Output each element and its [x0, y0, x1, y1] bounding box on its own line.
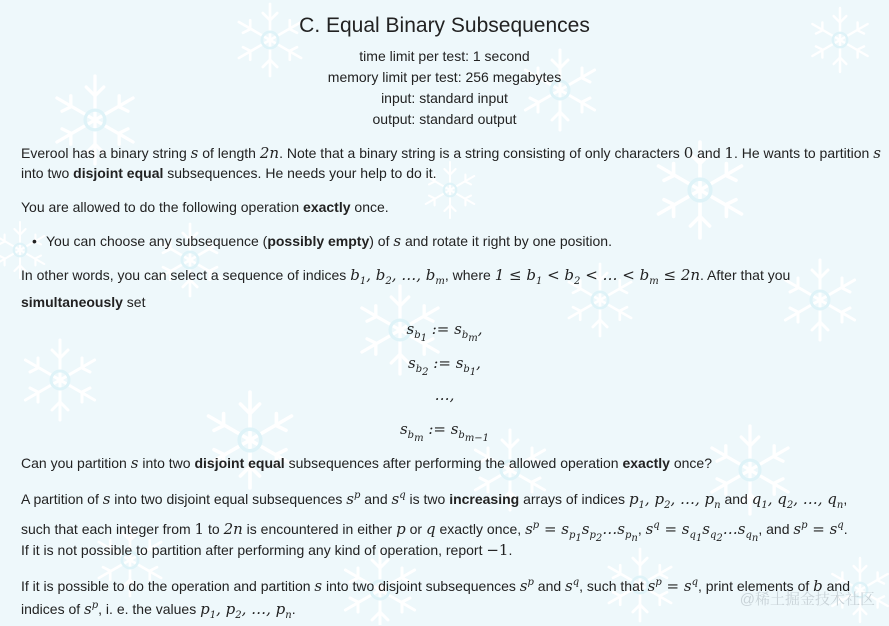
text: If it is not possible to partition after performing any kind of operation, report	[21, 542, 487, 558]
math: p	[396, 520, 406, 538]
math: $s^p = s^q$	[647, 577, 698, 595]
output-spec: output: standard output	[372, 111, 517, 127]
math: $s^q$	[391, 490, 406, 508]
text: Everool has a binary string	[21, 145, 191, 161]
text: . He wants to partition	[733, 145, 874, 161]
math: b	[813, 577, 823, 595]
bold-text: increasing	[449, 491, 520, 507]
text: set	[122, 294, 146, 310]
math: −1	[486, 541, 509, 559]
text: indices of	[21, 601, 85, 617]
math: $s^p$	[346, 490, 361, 508]
math: $s^q$	[565, 577, 580, 595]
text: .	[508, 542, 513, 558]
math: s	[393, 232, 402, 250]
text: into two	[21, 165, 74, 181]
text: . Note that a binary string is a string consisting of only characters	[279, 145, 684, 161]
math: $q_1$, $q_2$, …, $q_n$	[751, 490, 844, 511]
text: You are allowed to do the following operation	[21, 199, 304, 215]
math: $b_1$, $b_2$, …, $b_m$	[350, 266, 445, 287]
math: $s^p = s^q$	[793, 520, 844, 538]
paragraph-3	[21, 265, 881, 312]
text: subsequences. He needs your help to do it.	[163, 165, 437, 181]
text: , print elements of	[697, 578, 814, 594]
bold-text: simultaneously	[21, 294, 123, 310]
text: and	[720, 491, 752, 507]
text: , and	[758, 521, 794, 537]
text: Can you partition	[21, 455, 131, 471]
watermark: @稀土掘金技术社区	[739, 591, 875, 608]
text: and	[693, 145, 725, 161]
math: s	[130, 454, 139, 472]
text: , such that	[579, 578, 648, 594]
bold-text: disjoint equal	[73, 165, 164, 181]
paragraph-6	[21, 540, 881, 560]
math: $p_1$, $p_2$, …, $p_n$	[200, 600, 292, 621]
paragraph-1	[21, 143, 881, 183]
bold-text: exactly	[303, 199, 351, 215]
math: $s^p$ = $s_{p_1}s_{p_2}\dots s_{p_n}$	[525, 520, 638, 544]
time-limit: time limit per test: 1 second	[359, 48, 530, 64]
math: $p_1$, $p_2$, …, $p_n$	[628, 490, 721, 511]
text: , where	[444, 267, 495, 283]
text: and	[360, 491, 392, 507]
text: into two disjoint equal subsequences	[110, 491, 347, 507]
text: or	[405, 521, 426, 537]
problem-title: C. Equal Binary Subsequences	[299, 14, 590, 37]
bold-text: exactly	[622, 455, 670, 471]
text: exactly once,	[435, 521, 526, 537]
bold-text: disjoint equal	[194, 455, 285, 471]
math: 2n	[259, 144, 280, 162]
text: ) of	[369, 233, 394, 249]
text: such that each integer from	[21, 521, 195, 537]
paragraph-5: A partition of s into two disjoint equal subsequences $s^p$ and $s^q$ is two increasing arrays of indices $p_1$, $p_2$, …, $p_n$ and $q_1$, $q_2$, …, $q_n$, such that each integer from 1 to 2n is encountered in either p or q exactly once, $s^p$ = $s_{p_1}s_{p_2}\dots s_{p_n}$, $s^q$ = $s_{q_1}s_{q_2}\dots s_{q_n}$, and $s^p = s^q$.	[21, 490, 848, 544]
bullet-dot: •	[32, 233, 37, 249]
math: 0	[683, 144, 694, 162]
text: A partition of	[21, 491, 103, 507]
math: 2n	[223, 520, 243, 538]
paragraph-4	[21, 453, 881, 473]
text: In other words, you can select a sequence of indices	[21, 267, 351, 283]
math: s	[873, 144, 881, 162]
text: , i. e. the values	[98, 601, 201, 617]
text: and	[822, 578, 850, 594]
text: of length	[198, 145, 260, 161]
text: into two	[138, 455, 195, 471]
memory-limit: memory limit per test: 256 megabytes	[327, 69, 562, 85]
math: 1	[724, 144, 734, 162]
equation-3: …,	[434, 386, 455, 404]
paragraph-2	[21, 197, 881, 217]
text: You can choose any subsequence (	[46, 233, 268, 249]
paragraph-7: If it is possible to do the operation and partition s into two disjoint subsequences $s^p$ and $s^q$, such that $s^p = s^q$, print elements of b and indices of $s^p$, i. e. the values $p_1$, $p_2$, …, $p_n$.	[21, 577, 850, 621]
math: s	[190, 144, 199, 162]
text: once.	[350, 199, 389, 215]
equation-4: $s_{b_m}$ := $s_{b_{m-1}}$	[399, 420, 490, 444]
text: is encountered in either	[242, 521, 397, 537]
math: $s^p$	[519, 577, 534, 595]
text: . After that you	[700, 267, 791, 283]
text: and rotate it right by one position.	[401, 233, 612, 249]
text: subsequences after performing the allowed operation	[284, 455, 623, 471]
bullet-item	[32, 231, 866, 251]
math: $s^q$ = $s_{q_1}s_{q_2}\dots s_{q_n}$	[645, 520, 759, 544]
equation-1: $s_{b_1}$ := $s_{b_m}$,	[406, 320, 483, 344]
text: once?	[669, 455, 712, 471]
text: arrays of indices	[519, 491, 629, 507]
math: s	[102, 490, 111, 508]
math: $s^p$	[84, 600, 99, 618]
math: $1 \le b_1 < b_2$ < … < $b_m \le 2n$	[494, 266, 701, 287]
equation-2: $s_{b_2}$ := $s_{b_1}$,	[408, 354, 481, 378]
math: 1	[194, 520, 205, 538]
input-spec: input: standard input	[381, 90, 508, 106]
text: to	[204, 521, 224, 537]
math: s	[314, 577, 323, 595]
bold-text: possibly empty	[267, 233, 370, 249]
text: is two	[405, 491, 450, 507]
math: q	[425, 520, 436, 538]
text: If it is possible to do the operation and partition	[21, 578, 315, 594]
text: and	[533, 578, 566, 594]
text: into two disjoint subsequences	[322, 578, 520, 594]
